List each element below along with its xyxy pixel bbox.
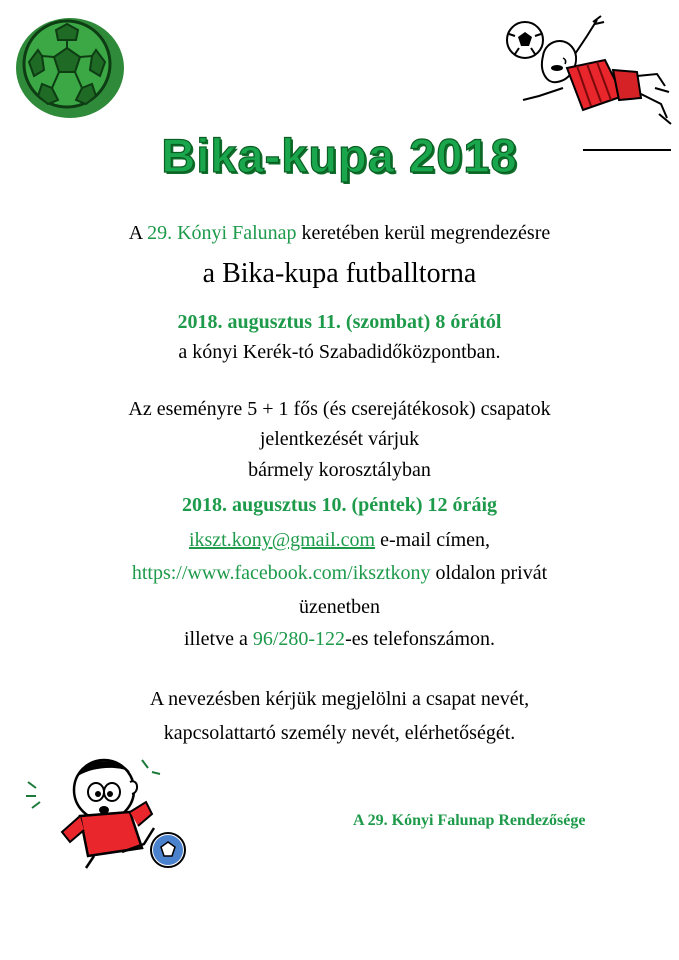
venue-line: a kónyi Kerék-tó Szabadidőközpontban. xyxy=(178,341,501,363)
facebook-link[interactable]: https://www.facebook.com/iksztkony xyxy=(131,562,431,584)
phone-suffix: -es telefonszámon. xyxy=(345,628,496,650)
registration-line-2: jelentkezését várjuk xyxy=(259,428,420,450)
headline: a Bika-kupa futballtorna xyxy=(202,258,477,289)
phone-prefix: illetve a xyxy=(183,628,253,650)
poster-title: Bika-kupa 2018 xyxy=(161,129,518,182)
event-name: 29. Kónyi Falunap xyxy=(147,222,297,244)
registration-line-1: Az eseményre 5 + 1 fős (és cserejátékosok) csapatok xyxy=(128,398,551,420)
request-line-2: kapcsolattartó személy nevét, elérhetőségét. xyxy=(163,722,516,744)
intro-line xyxy=(0,222,679,245)
facebook-line xyxy=(0,562,679,585)
intro-prefix: A xyxy=(128,222,148,244)
phone-number[interactable]: 96/280-122 xyxy=(252,628,346,650)
registration-deadline: 2018. augusztus 10. (péntek) 12 óráig xyxy=(181,494,497,516)
facebook-suffix: oldalon privát xyxy=(430,562,548,584)
message-line: üzenetben xyxy=(298,596,381,618)
intro-suffix: keretében kerül megrendezésre xyxy=(296,222,551,244)
organizer-signature: A 29. Kónyi Falunap Rendezősége xyxy=(353,812,586,829)
request-line-1: A nevezésben kérjük megjelölni a csapat nevét, xyxy=(149,688,530,710)
phone-line xyxy=(0,628,679,651)
event-date: 2018. augusztus 11. (szombat) 8 órától xyxy=(177,311,502,333)
email-link[interactable]: ikszt.kony@gmail.com xyxy=(188,529,376,551)
kicking-player-illustration xyxy=(22,752,192,872)
email-suffix: e-mail címen, xyxy=(375,529,491,551)
football-illustration xyxy=(10,10,125,120)
registration-line-3: bármely korosztályban xyxy=(248,459,431,481)
email-line xyxy=(0,529,679,552)
